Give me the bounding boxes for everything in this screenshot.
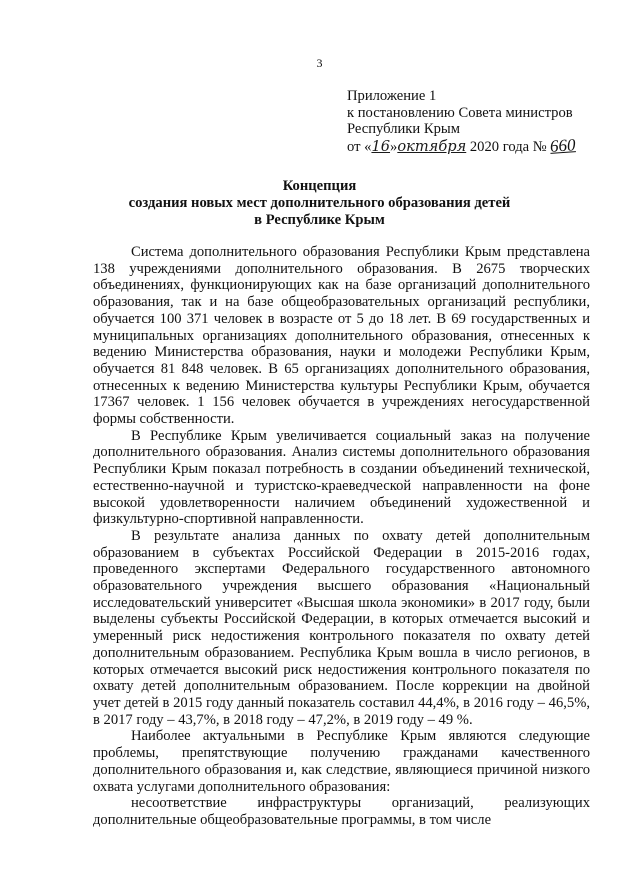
paragraph-problems-intro: Наиболее актуальными в Республике Крым являются следующие проблемы, препятствующие получению гражданами качественного дополнительного образования и, как следствие, являющиеся причиной низкого охвата услугами дополнительного образования: bbox=[93, 728, 590, 795]
document-heading bbox=[0, 178, 639, 229]
appendix-resolution-line: к постановлению Совета министров bbox=[347, 104, 573, 121]
paragraph-social-demand: В Республике Крым увеличивается социальный заказ на получение дополнительного образования. Анализ системы дополнительного образования Республики Крым показал потребность в создании объединений технической, естественно-научной и туристско-краеведческой направленности на фоне высокой удовлетворенности наличием объединений художественной и физкультурно-спортивной направленности. bbox=[93, 427, 590, 528]
document-body bbox=[93, 244, 590, 829]
paragraph-system-overview: Система дополнительного образования Республики Крым представлена 138 учреждениями дополнительного образования. В 2675 творческих объединениях, функционирующих как на базе организаций дополнительного образования, так и на базе общеобразовательных организаций республики, обучается 100 371 человек в возрасте от 5 до 18 лет. В 69 государственных и муниципальных организациях дополнительного образования, отнесенных к ведению Министерства образования, науки и молодежи Республики Крым, обучается 81 848 человек. В 65 организациях дополнительного образования, отнесенных к ведению Министерства культуры Республики Крым, обучается 17367 человек. 1 156 человек обучается в учреждениях негосударственной формы собственности. bbox=[93, 244, 590, 428]
paragraph-coverage-analysis: В результате анализа данных по охвату детей дополнительным образованием в субъектах Российской Федерации в 2015-2016 годах, проведенного экспертами Федерального государственного автономного образовательного учреждения высшего образования «Национальный исследовательский университет «Высшая школа экономики» в 2017 году, были выделены субъекты Российской Федерации, в которых отмечается высокий и умеренный риск недостижения контрольного показателя по охвату детей дополнительным образованием. Республика Крым вошла в число регионов, в которых отмечается высокий риск недостижения контрольного показателя по охвату детей дополнительным образованием. После коррекции на двойной учет детей в 2015 году данный показатель составил 44,4%, в 2016 году – 46,5%, в 2017 году – 43,7%, в 2018 году – 47,2%, в 2019 году – 49 %. bbox=[93, 527, 590, 728]
appendix-date-line bbox=[347, 134, 577, 156]
appendix-block bbox=[347, 88, 576, 155]
heading-subtitle: создания новых мест дополнительного образования детей bbox=[128, 195, 511, 211]
date-month-handwritten: октября bbox=[397, 137, 467, 155]
appendix-title: Приложение 1 bbox=[347, 88, 437, 104]
appendix-republic-line: Республики Крым bbox=[347, 121, 460, 137]
heading-region: в Республике Крым bbox=[254, 212, 385, 228]
paragraph-infrastructure: несоответствие инфраструктуры организаций, реализующих дополнительные общеобразовательные программы, в том числе bbox=[93, 795, 590, 828]
date-mid: » bbox=[390, 138, 398, 155]
date-suffix: 2020 года № bbox=[466, 138, 551, 155]
page-number: 3 bbox=[316, 56, 323, 70]
date-prefix: от « bbox=[347, 138, 372, 155]
heading-title: Концепция bbox=[282, 178, 357, 194]
date-day-handwritten: 16 bbox=[371, 137, 391, 155]
document-number-handwritten: 660 bbox=[549, 134, 577, 156]
